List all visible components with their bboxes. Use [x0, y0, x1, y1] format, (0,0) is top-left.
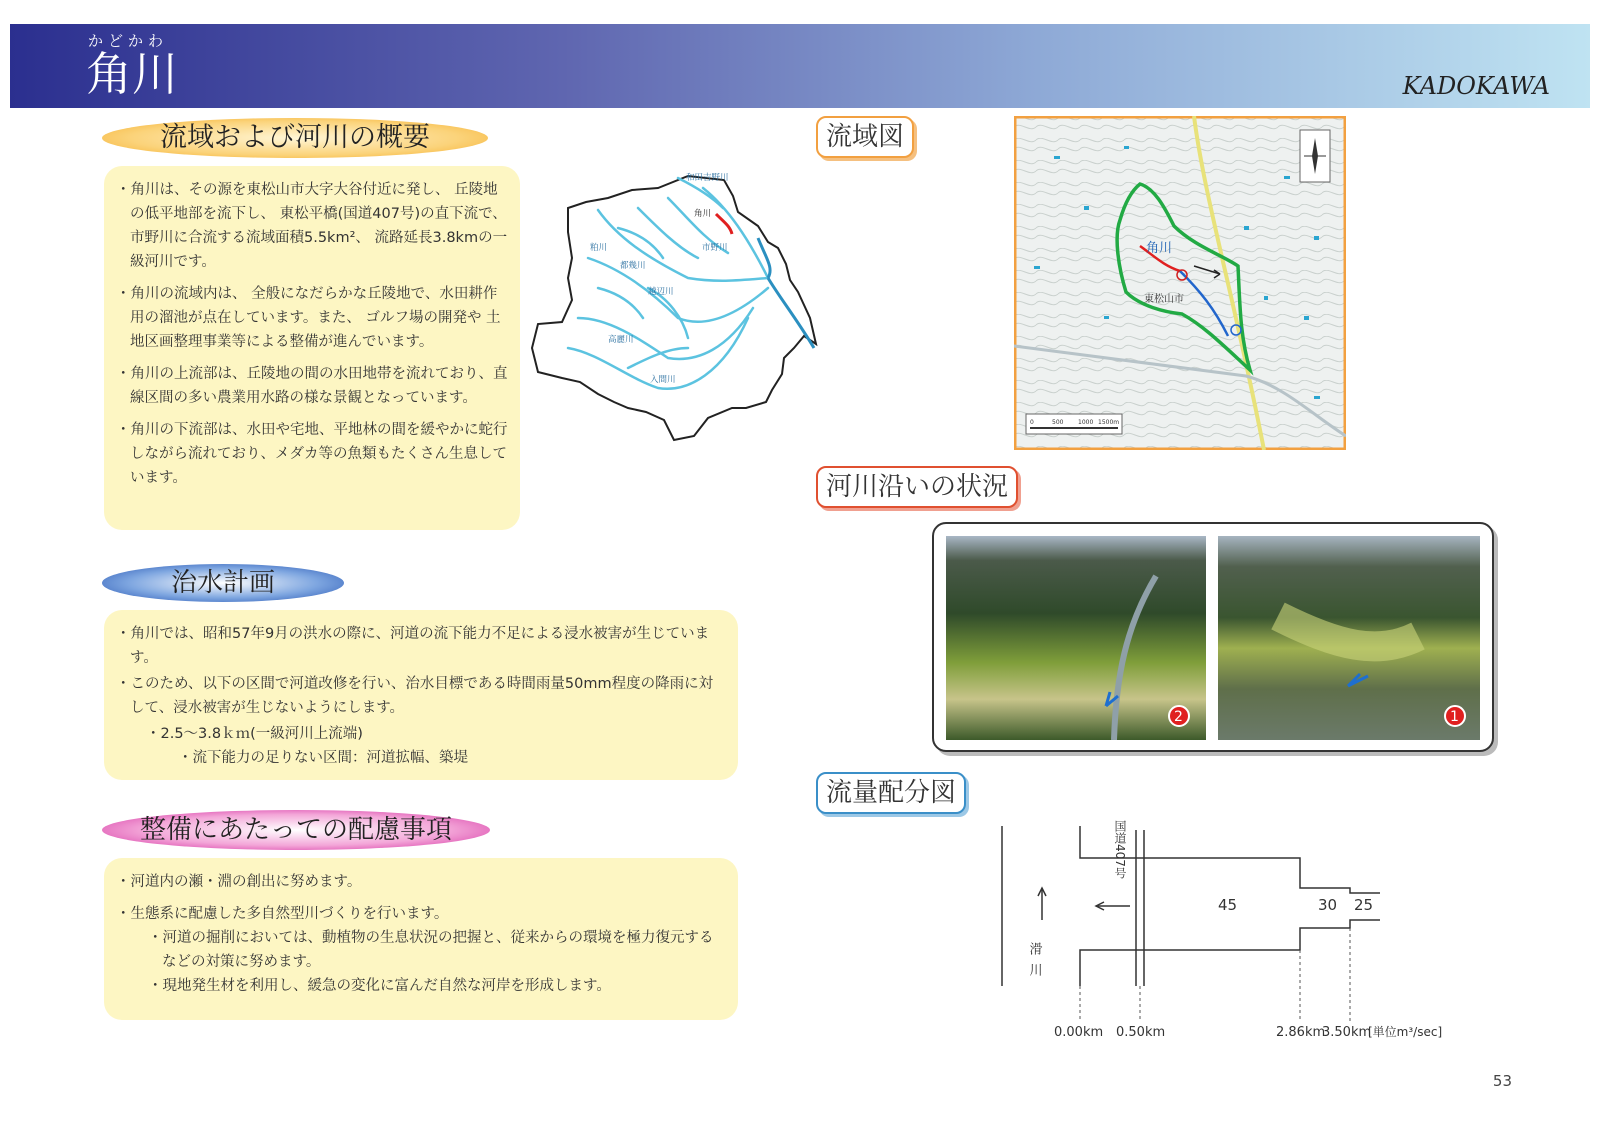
- flood-panel: [104, 610, 738, 780]
- north-arrow: [1300, 130, 1330, 182]
- road-label: [1113, 820, 1127, 879]
- km-mark: 0.00km: [1054, 1025, 1104, 1040]
- flow-section-title: [816, 772, 966, 814]
- consider-text-line: ・河道の掘削においては、動植物の生息状況の把握と、従来からの環境を極力復元するなどの対策に努めます。: [148, 930, 714, 970]
- km-mark: 0.50km: [1116, 1025, 1166, 1040]
- overview-paragraph: ・角川の流域内は、 全般になだらかな丘陵地で、水田耕作用の溜池が点在しています。また、 ゴルフ場の開発や 土地区画整理事業等による整備が進んでいます。: [116, 286, 501, 350]
- page-number: 53: [1492, 1072, 1512, 1090]
- consider-text-line: ・現地発生材を利用し、緩急の変化に富んだ自然な河岸を形成します。: [148, 978, 611, 994]
- overview-section-title-pill: [102, 118, 488, 158]
- consider-panel: [104, 858, 738, 1020]
- page-header-banner: [10, 24, 1590, 108]
- page-title-romaji: KADOKAWA: [1402, 72, 1550, 100]
- overview-panel: [104, 166, 520, 530]
- flood-text-line: ・角川では、昭和57年9月の洪水の際に、河道の流下能力不足による浸水被害が生じています。: [116, 626, 710, 666]
- river-label: 角川: [694, 209, 712, 219]
- km-mark: 2.86km: [1276, 1025, 1326, 1040]
- flood-section-title-pill: [102, 564, 344, 602]
- riverside-photo-frame: [932, 522, 1494, 752]
- overview-section-title: 流域および河川の概要: [160, 122, 430, 153]
- scale-label: 0: [1030, 419, 1034, 426]
- km-mark: 3.50km: [1322, 1025, 1372, 1040]
- consider-text-line: ・河道内の瀬・淵の創出に努めます。: [116, 874, 362, 890]
- flow-value: 25: [1354, 896, 1374, 914]
- basin-map-title-text: 流域図: [826, 122, 905, 152]
- basin-river-label: 角川: [1146, 241, 1173, 256]
- flood-text-line: ・2.5～3.8ｋｍ(一級河川上流端): [146, 726, 363, 742]
- flood-text-line: ・このため、以下の区間で河道改修を行い、治水目標である時間雨量50mm程度の降雨に対して、浸水被害が生じないようにします。: [116, 676, 714, 716]
- flow-distribution-diagram: [990, 800, 1490, 1050]
- basin-map-section-title: [816, 116, 914, 158]
- river-label: 市野川: [702, 243, 728, 253]
- river-label: 粕川: [590, 243, 608, 253]
- page-title: 角川: [86, 47, 178, 101]
- map-scale-bar: [1026, 414, 1122, 434]
- basin-map: [1014, 116, 1346, 450]
- scale-label: 1000: [1078, 419, 1094, 426]
- riverside-title-text: 河川沿いの状況: [826, 472, 1009, 502]
- aerial-photo: [946, 536, 1206, 740]
- overview-paragraph: ・角川の上流部は、丘陵地の間の水田地帯を流れており、直線区間の多い農業用水路の様な景観となっています。: [116, 366, 508, 406]
- road-label-text: 国道407号: [1113, 820, 1127, 879]
- flood-text-line: ・流下能力の足りない区間：河道拡幅、築堤: [178, 750, 468, 766]
- unit-label: [単位m³/sec]: [1368, 1025, 1443, 1039]
- flood-section-title: 治水計画: [170, 568, 275, 598]
- river-label: 入間川: [650, 375, 676, 385]
- consider-text-line: ・生態系に配慮した多自然型川づくりを行います。: [116, 906, 449, 922]
- aerial-photo: [1218, 536, 1480, 740]
- flow-value: 30: [1318, 896, 1338, 914]
- river-network-map: [528, 168, 824, 444]
- flow-value: 45: [1218, 896, 1238, 914]
- basin-city-label: 東松山市: [1144, 294, 1184, 305]
- river-label: 越辺川: [648, 287, 674, 297]
- confluence-river-label: 滑川: [1026, 942, 1042, 984]
- title-furigana: かどかわ: [88, 32, 169, 50]
- river-label: 和田吉野川: [686, 173, 729, 183]
- river-label: 高麗川: [608, 335, 634, 345]
- riverside-section-title: [816, 466, 1018, 508]
- flow-title-text: 流量配分図: [826, 778, 957, 808]
- photo-number: 1: [1450, 709, 1459, 725]
- river-label: 都幾川: [620, 261, 646, 271]
- scale-label: 500: [1052, 419, 1064, 426]
- consider-section-title-pill: [102, 810, 490, 850]
- overview-paragraph: ・角川の下流部は、水田や宅地、平地林の間を緩やかに蛇行しながら流れており、メダカ等の魚類もたくさん生息しています。: [116, 422, 508, 486]
- scale-label: 1500m: [1098, 419, 1120, 426]
- photo-number: 2: [1174, 709, 1183, 725]
- consider-section-title: 整備にあたっての配慮事項: [139, 815, 452, 845]
- overview-paragraph: ・角川は、その源を東松山市大字大谷付近に発し、 丘陵地の低平地部を流下し、 東松平橋(国道407号)の直下流で、 市野川に合流する流域面積5.5km²、 流路延長3.8kmの一級河川です。: [116, 182, 508, 270]
